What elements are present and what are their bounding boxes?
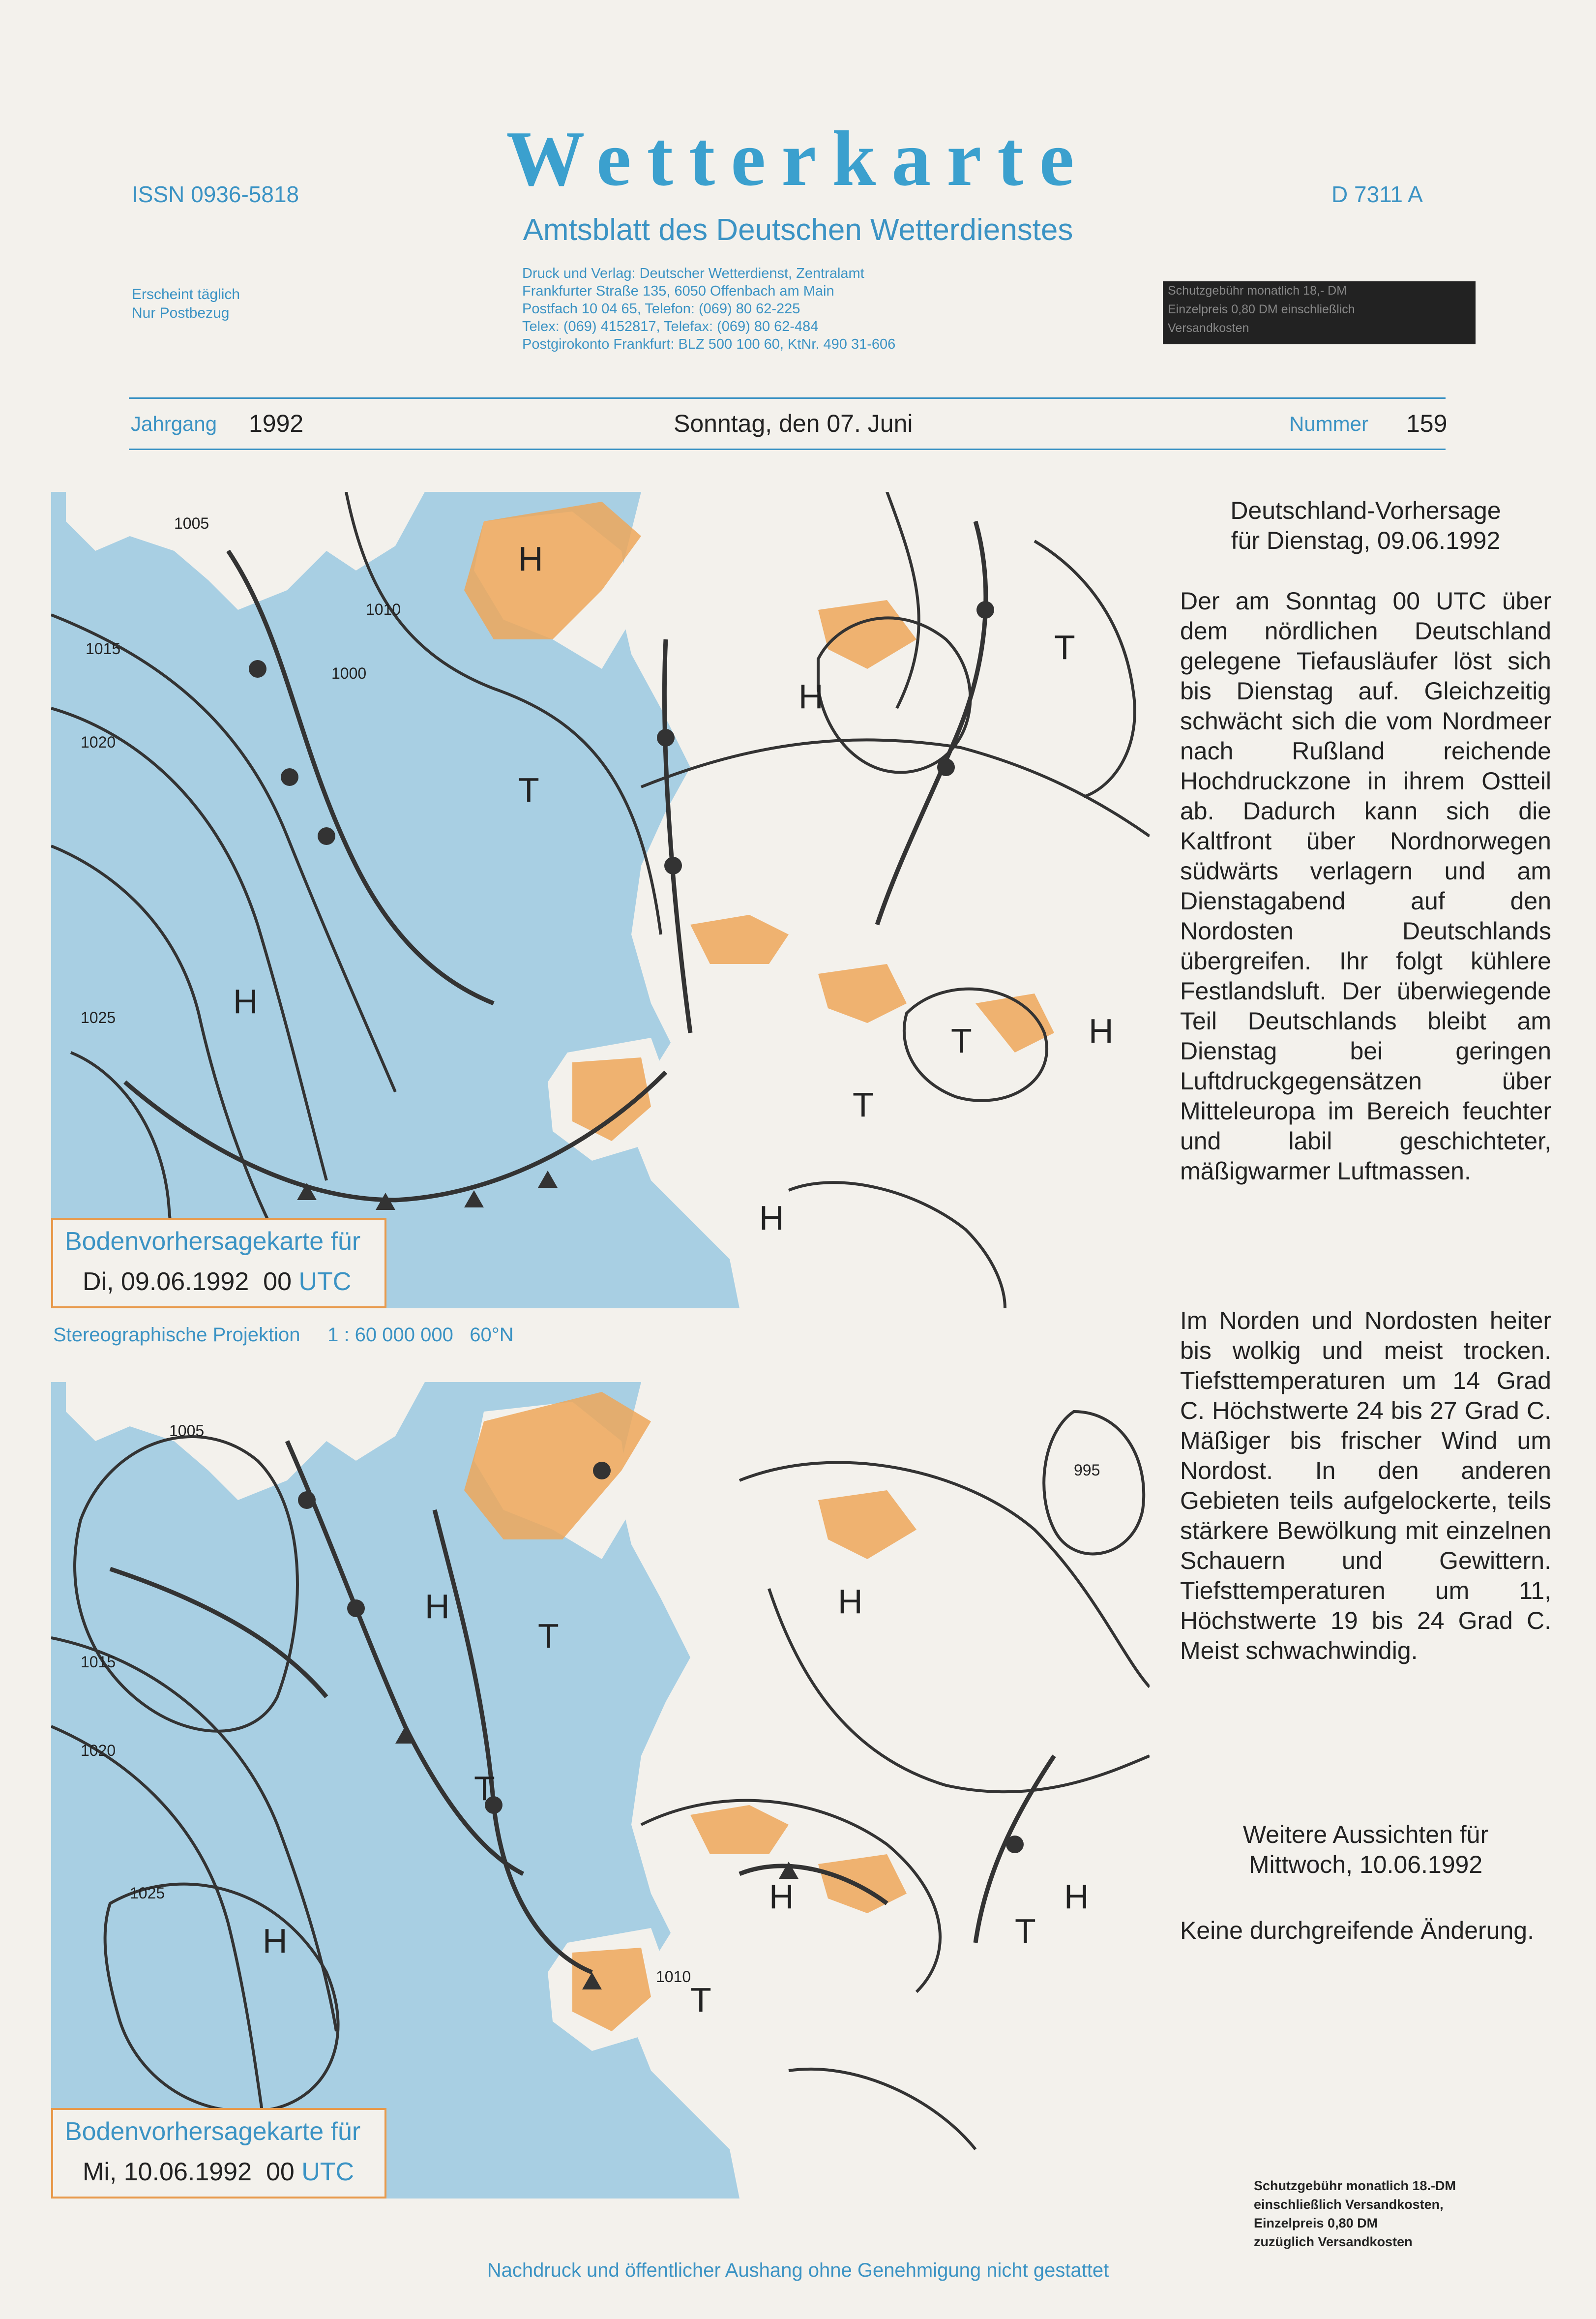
fee-line: Schutzgebühr monatlich 18.-DM xyxy=(1254,2178,1456,2193)
fee-line: einschließlich Versandkosten, xyxy=(1254,2197,1444,2212)
volume-label: Jahrgang xyxy=(131,412,217,435)
isobar-label: 995 xyxy=(1074,1461,1100,1479)
outlook-heading-line-1: Weitere Aussichten für xyxy=(1242,1821,1489,1848)
publisher-line: Telex: (069) 4152817, Telefax: (069) 80 62-484 xyxy=(522,319,819,334)
pressure-high-label: H xyxy=(425,1587,450,1626)
issue-row xyxy=(129,408,1446,443)
pressure-low-label: T xyxy=(518,771,539,809)
forecast-heading xyxy=(1180,496,1551,556)
map-caption-tz: UTC xyxy=(298,1267,352,1296)
pressure-high-label: H xyxy=(1089,1012,1114,1050)
masthead-subtitle: Amtsblatt des Deutschen Wetterdienstes xyxy=(523,213,1073,247)
map-caption-time xyxy=(83,2157,354,2187)
pressure-high-label: H xyxy=(759,1199,784,1237)
forecast-paragraph-2: Im Norden und Nordosten heiter bis wolkig und meist trocken. Tiefsttemperaturen um 14 Grad C. Höchstwerte 24 bis 27 Grad C. Mäßiger bis frischer Wind um Nordost. In den anderen Gebieten teils aufgelockerte, teils stärkere Bewölkung mit einzelnen Schauern und Gewittern. Tiefsttemperaturen um 11, Höchstwerte 19 bis 24 Grad C. Meist schwachwindig. xyxy=(1180,1307,1551,1664)
pressure-high-label: H xyxy=(518,540,543,578)
forecast-heading-line-2: für Dienstag, 09.06.1992 xyxy=(1231,527,1501,554)
isobar-label: 1005 xyxy=(174,514,209,532)
publisher-line: Postgirokonto Frankfurt: BLZ 500 100 60, KtNr. 490 31-606 xyxy=(522,336,896,352)
publication-code: D 7311 A xyxy=(1331,181,1423,207)
pressure-low-label: T xyxy=(853,1085,874,1124)
redacted-line: Versandkosten xyxy=(1168,321,1249,335)
map-caption-title: Bodenvorhersagekarte für xyxy=(65,1227,361,1256)
isobar-label: 1015 xyxy=(81,1653,116,1671)
map-caption-day: Mi, 10.06.1992 xyxy=(83,2158,252,2186)
forecast-heading-line-1: Deutschland-Vorhersage xyxy=(1230,497,1501,524)
frequency-line-2: Nur Postbezug xyxy=(132,305,230,321)
map-svg xyxy=(51,1382,1150,2199)
map-caption-day: Di, 09.06.1992 xyxy=(83,1267,249,1296)
pressure-high-label: H xyxy=(1064,1877,1089,1916)
redacted-line: Einzelpreis 0,80 DM einschließlich xyxy=(1168,302,1355,316)
map-caption-hour: 00 xyxy=(263,1267,292,1296)
fee-note xyxy=(1254,2176,1456,2251)
map-caption-tz: UTC xyxy=(301,2158,355,2186)
forecast-map-wednesday xyxy=(51,1382,1150,2199)
isobar-label: 1000 xyxy=(331,664,367,682)
map-caption xyxy=(51,1218,386,1308)
isobar-label: 1015 xyxy=(86,640,121,658)
issue-date: Sonntag, den 07. Juni xyxy=(674,410,913,437)
isobar-label: 1025 xyxy=(81,1009,116,1026)
number-label: Nummer xyxy=(1289,412,1369,435)
isobar-label: 1005 xyxy=(169,1422,205,1440)
issn: ISSN 0936-5818 xyxy=(132,181,299,207)
isobar-label: 1010 xyxy=(656,1968,691,1986)
outlook-heading-line-2: Mittwoch, 10.06.1992 xyxy=(1248,1851,1483,1878)
publisher-line: Frankfurter Straße 135, 6050 Offenbach am Main xyxy=(522,283,834,299)
outlook-text: Keine durchgreifende Änderung. xyxy=(1180,1917,1534,1944)
frequency-line-1: Erscheint täglich xyxy=(132,286,240,302)
redacted-price-box xyxy=(1163,281,1476,344)
pressure-high-label: H xyxy=(769,1877,794,1916)
isobar-label: 1020 xyxy=(81,1742,116,1759)
map-caption-time xyxy=(83,1267,351,1296)
rule-top xyxy=(129,397,1446,399)
pressure-low-label: T xyxy=(1015,1912,1036,1950)
map-caption-hour: 00 xyxy=(266,2158,295,2186)
footer-notice: Nachdruck und öffentlicher Aushang ohne Genehmigung nicht gestattet xyxy=(487,2259,1109,2281)
forecast-paragraph-1: Der am Sonntag 00 UTC über dem nördlichen Deutschland gelegene Tiefausläufer löst sich bis Dienstag auf. Gleichzeitig schwächt sich die vom Nordmeer nach Rußland reichende Hochdruckzone in ihrem Ostteil ab. Dadurch kann sich die Kaltfront über Nordnorwegen südwärts verlagern und am Dienstagabend auf den Nordosten Deutschlands übergreifen. Ihr folgt kühlere Festlandsluft. Der überwiegende Teil Deutschlands bleibt am Dienstag bei geringen Luftdruckgegensätzen über Mitteleuropa im Bereich feuchter und labil geschichteter, mäßigwarmer Luftmassen. xyxy=(1180,587,1551,1185)
fee-line: zuzüglich Versandkosten xyxy=(1254,2234,1413,2249)
pressure-high-label: H xyxy=(798,677,824,716)
volume-value: 1992 xyxy=(249,410,304,437)
redacted-line: Schutzgebühr monatlich 18,- DM xyxy=(1168,284,1347,298)
pressure-high-label: H xyxy=(263,1922,288,1960)
forecast-map-tuesday xyxy=(51,492,1150,1308)
outlook-heading xyxy=(1180,1820,1551,1880)
pressure-low-label: T xyxy=(951,1022,972,1060)
isobar-label: 1025 xyxy=(130,1884,165,1902)
isobar-label: 1010 xyxy=(366,601,401,618)
map-caption-title: Bodenvorhersagekarte für xyxy=(65,2117,361,2146)
fee-line: Einzelpreis 0,80 DM xyxy=(1254,2216,1378,2230)
publisher-info xyxy=(522,265,895,353)
pressure-low-label: T xyxy=(1054,628,1075,666)
map-caption xyxy=(51,2108,386,2199)
pressure-low-label: T xyxy=(690,1981,711,2019)
projection-note: Stereographische Projektion 1 : 60 000 000 60°N xyxy=(53,1324,514,1346)
pressure-low-label: T xyxy=(474,1769,495,1807)
publisher-line: Postfach 10 04 65, Telefon: (069) 80 62-225 xyxy=(522,301,800,317)
pressure-high-label: H xyxy=(233,982,258,1021)
pressure-low-label: T xyxy=(538,1617,559,1655)
rule-bottom xyxy=(129,449,1446,450)
publisher-line: Druck und Verlag: Deutscher Wetterdienst, Zentralamt xyxy=(522,266,864,281)
masthead-title: Wetterkarte xyxy=(506,115,1090,202)
issue-number: 159 xyxy=(1406,410,1448,437)
frequency-note xyxy=(132,285,240,323)
isobar-label: 1020 xyxy=(81,733,116,751)
map-svg xyxy=(51,492,1150,1308)
pressure-high-label: H xyxy=(838,1582,863,1621)
